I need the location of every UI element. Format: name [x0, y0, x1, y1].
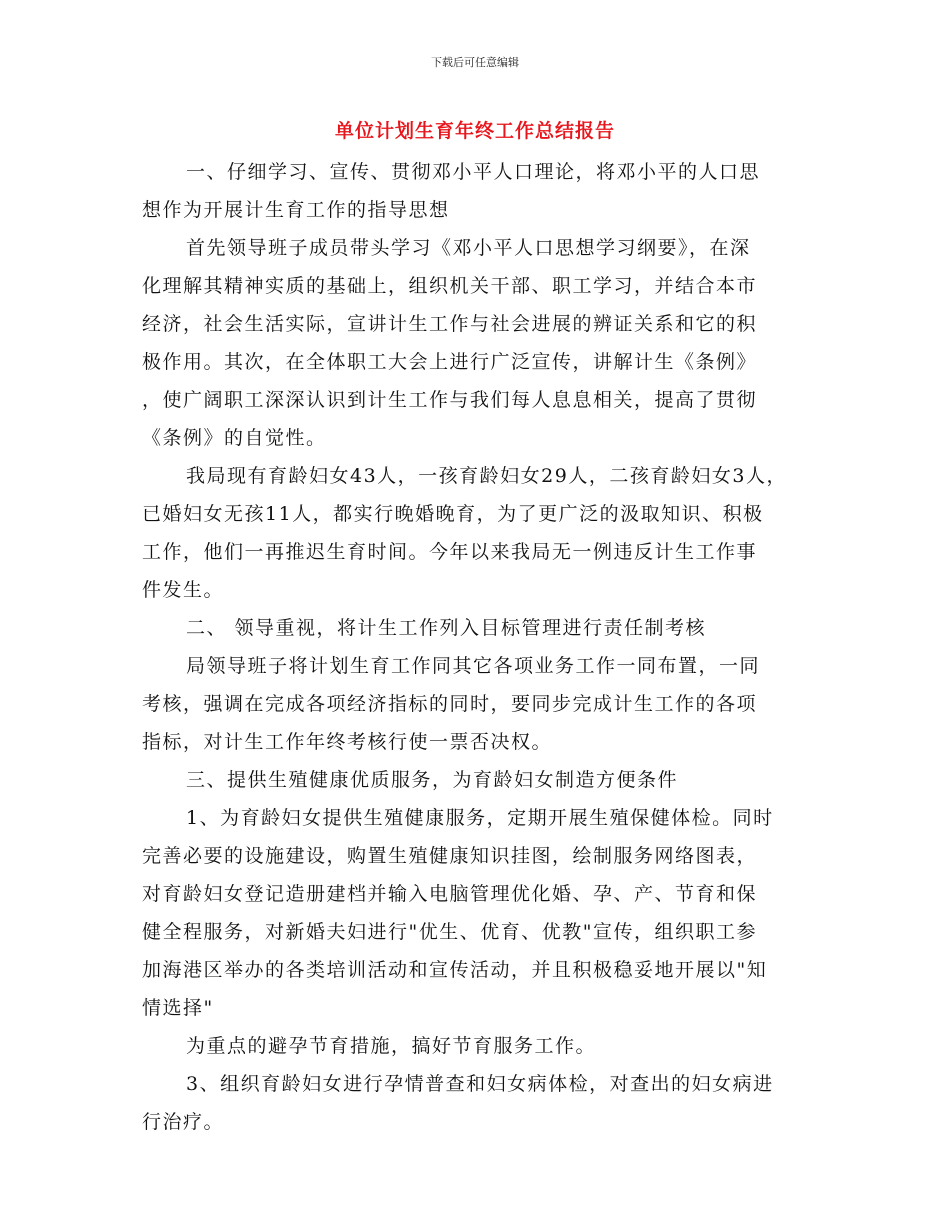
text-line: 经济，社会生活实际，宣讲计生工作与社会进展的辨证关系和它的积	[142, 313, 758, 335]
section-heading: 三、提供生殖健康优质服务，为育龄妇女制造方便条件	[186, 769, 679, 791]
text-line: 工作，他们一再推迟生育时间。今年以来我局无一例违反计生工作事	[142, 541, 758, 563]
text-line: 行治疗。	[142, 1111, 225, 1133]
text-line: 情选择"	[142, 997, 214, 1019]
text-line: 指标，对计生工作年终考核行使一票否决权。	[142, 731, 553, 753]
text-line: 首先领导班子成员带头学习《邓小平人口思想学习纲要》，在深	[186, 237, 751, 259]
text-line: 想作为开展计生育工作的指导思想	[142, 199, 450, 221]
text-line: 件发生。	[142, 579, 225, 601]
text-line: 一、仔细学习、宣传、贯彻邓小平人口理论，将邓小平的人口思	[186, 161, 761, 183]
text-line: 已婚妇女无孩11人，都实行晚婚晚育，为了更广泛的汲取知识、积极	[142, 503, 764, 525]
text-line: 考核，强调在完成各项经济指标的同时，要同步完成计生工作的各项	[142, 693, 758, 715]
text-line: 为重点的避孕节育措施，搞好节育服务工作。	[186, 1035, 597, 1057]
text-line: 完善必要的设施建设，购置生殖健康知识挂图，绘制服务网络图表，	[142, 845, 758, 867]
text-line: 1、为育龄妇女提供生殖健康服务，定期开展生殖保健体检。同时	[186, 807, 774, 829]
text-line: 极作用。其次，在全体职工大会上进行广泛宣传，讲解计生《条例》	[142, 351, 758, 373]
document-title: 单位计划生育年终工作总结报告	[334, 120, 615, 142]
text-line: 我局现有育龄妇女43人，一孩育龄妇女29人，二孩育龄妇女3人，	[186, 465, 787, 487]
text-line: 加海港区举办的各类培训活动和宣传活动，并且积极稳妥地开展以"知	[142, 959, 768, 981]
text-line: 局领导班子将计划生育工作同其它各项业务工作一同布置，一同	[186, 655, 761, 677]
section-heading: 二、 领导重视，将计生工作列入目标管理进行责任制考核	[186, 617, 707, 639]
header-note: 下载后可任意编辑	[431, 56, 519, 69]
text-line: 《条例》的自觉性。	[142, 427, 327, 449]
text-line: 3、组织育龄妇女进行孕情普查和妇女病体检，对查出的妇女病进	[186, 1073, 774, 1095]
text-line: ，使广阔职工深深认识到计生工作与我们每人息息相关，提高了贯彻	[142, 389, 758, 411]
text-line: 对育龄妇女登记造册建档并输入电脑管理优化婚、孕、产、节育和保	[142, 883, 758, 905]
text-line: 健全程服务，对新婚夫妇进行"优生、优育、优教"宣传，组织职工参	[142, 921, 757, 943]
text-line: 化理解其精神实质的基础上，组织机关干部、职工学习，并结合本市	[142, 275, 758, 297]
